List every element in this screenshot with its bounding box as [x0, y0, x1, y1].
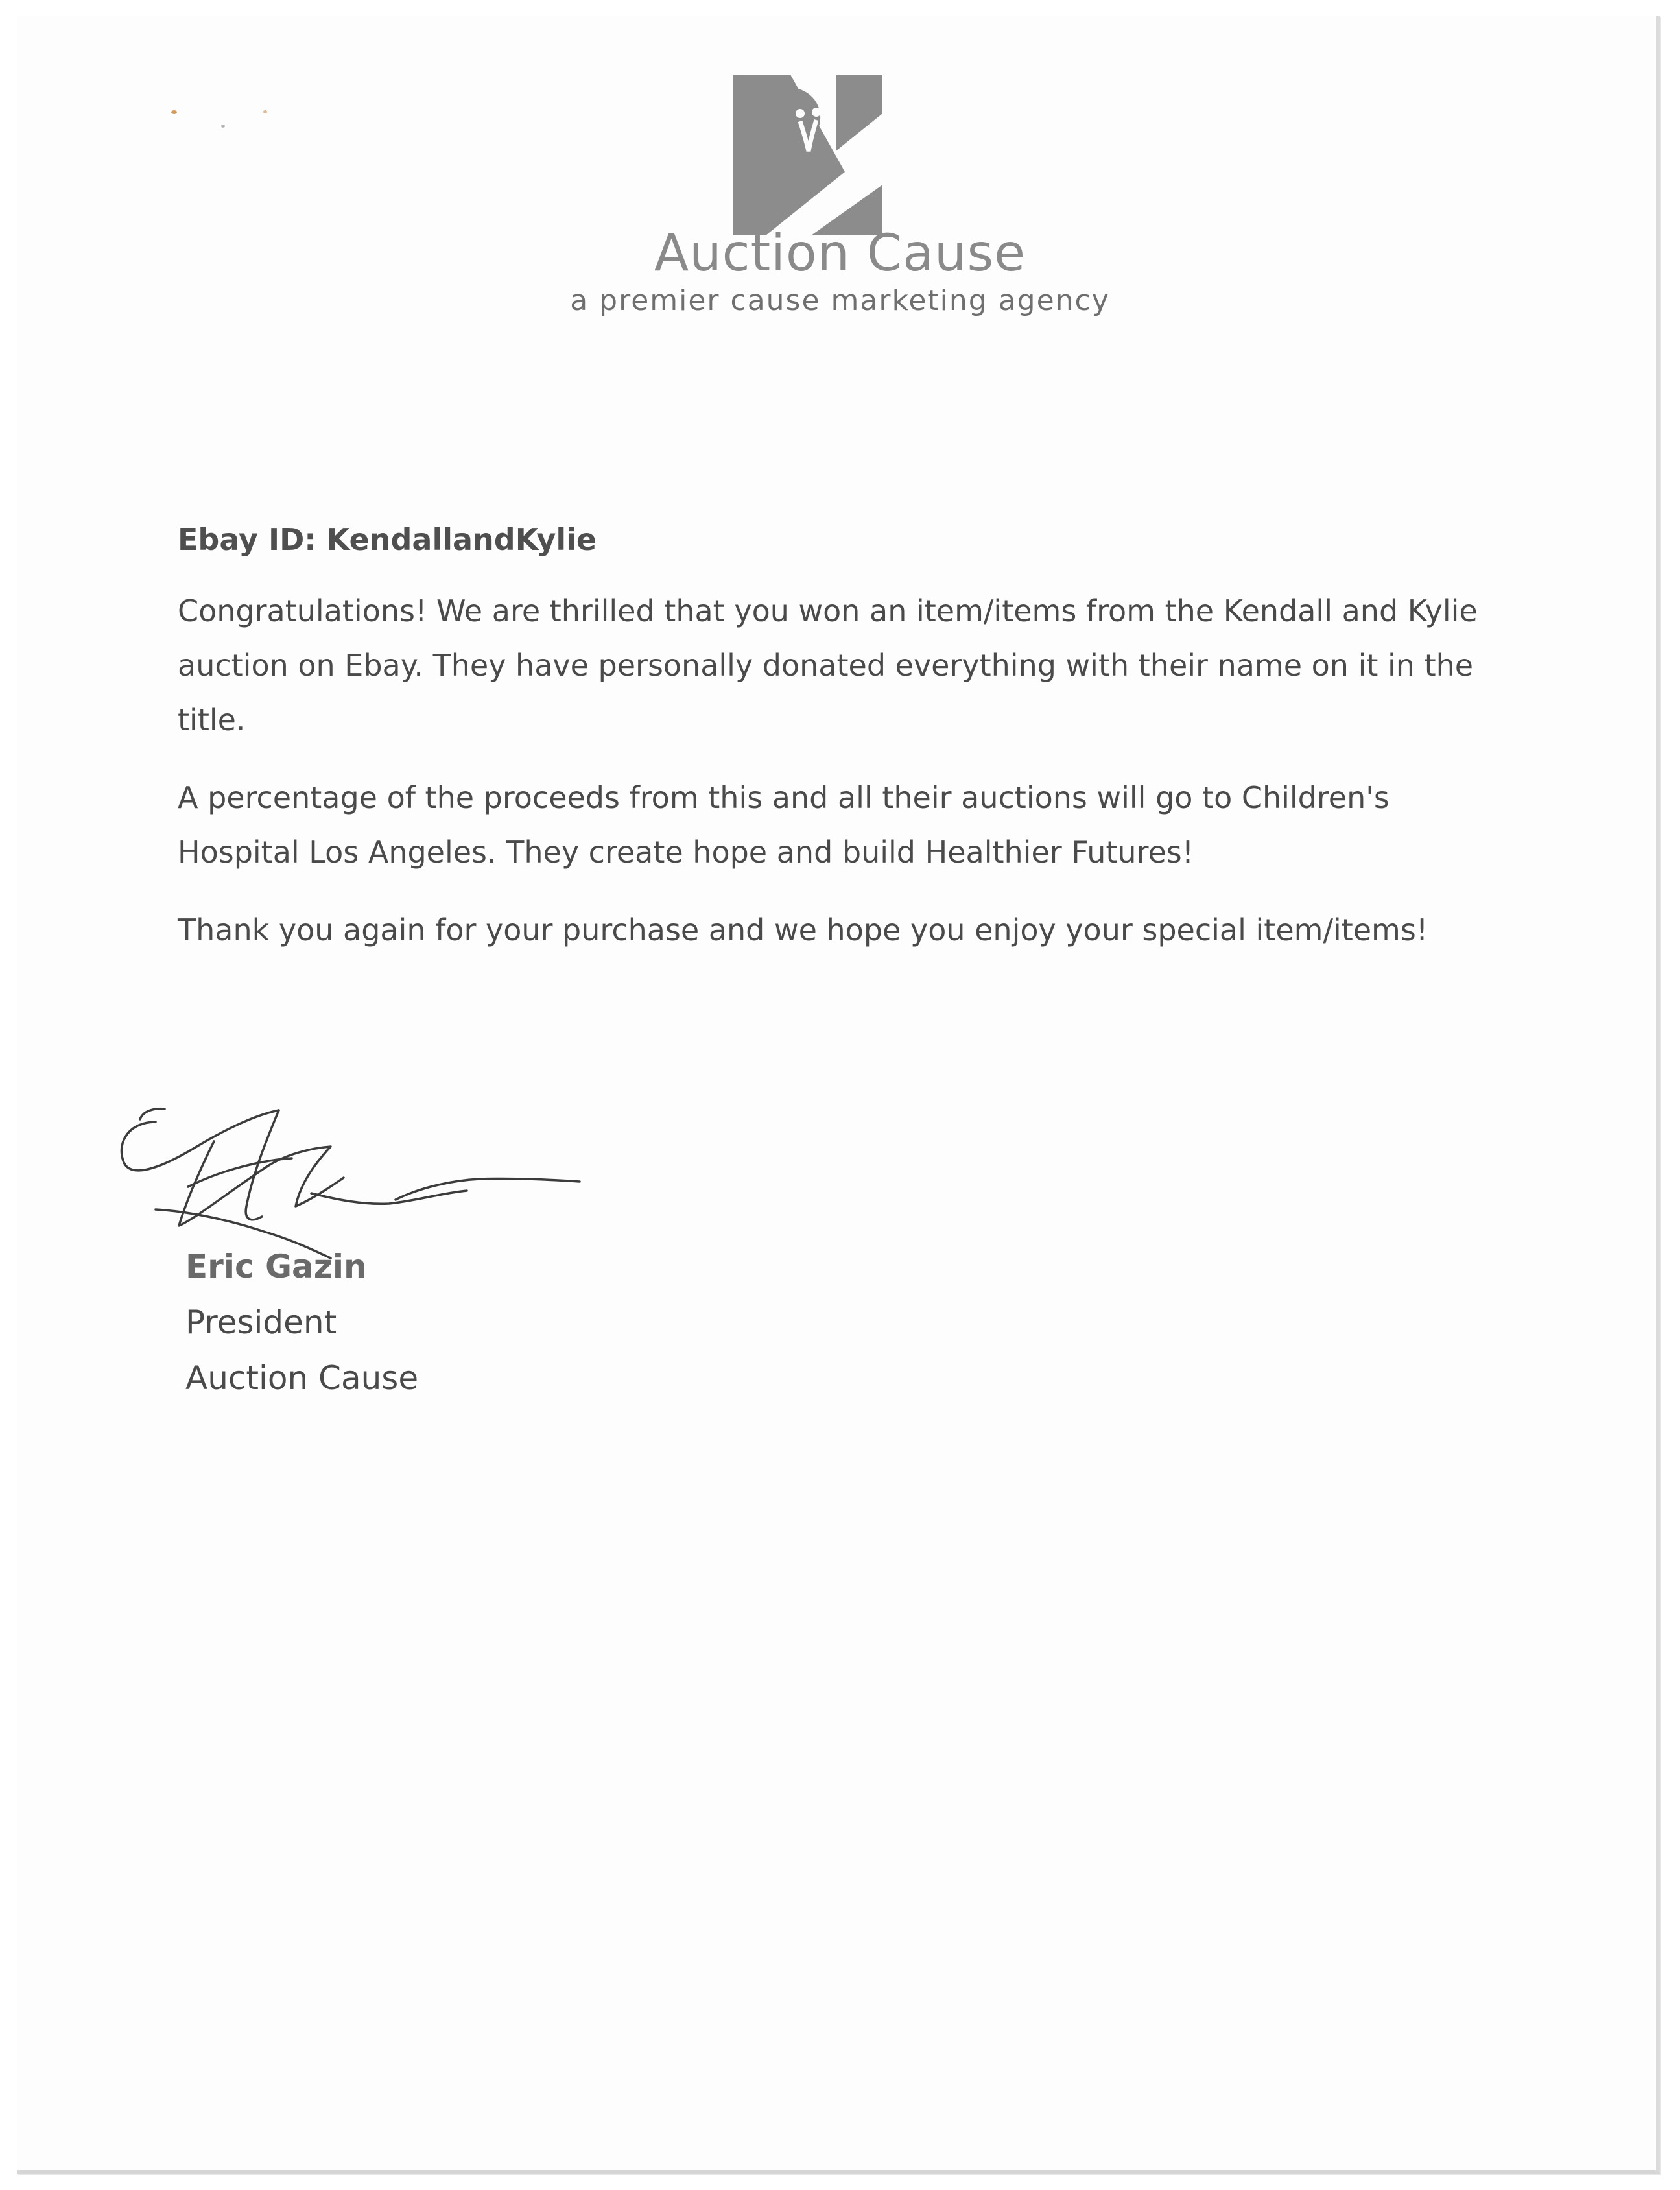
thank-you-paragraph: Thank you again for your purchase and we hope you enjoy your special item/items! [178, 912, 1428, 947]
signatory-company: Auction Cause [185, 1359, 419, 1397]
paper-speck [171, 110, 177, 114]
ebay-id-line: Ebay ID: KendallandKylie [178, 522, 597, 557]
paper-speck [263, 110, 267, 113]
auction-cause-logo-icon [733, 75, 882, 235]
signatory-name: Eric Gazin [185, 1248, 367, 1285]
signatory-title: President [185, 1303, 337, 1341]
letter-page [17, 16, 1660, 2174]
proceeds-paragraph: A percentage of the proceeds from this and all their auctions will go to Children's Hospital Los Angeles. They create hope and build Healthier Futures! [178, 780, 1390, 870]
paper-speck [221, 125, 225, 128]
signature-block [185, 1239, 418, 1406]
congratulations-paragraph: Congratulations! We are thrilled that you won an item/items from the Kendall and Kylie auction on Ebay. They have personally donated everything with their name on it in the title. [178, 593, 1478, 737]
company-name: Auction Cause [654, 224, 1026, 283]
company-tagline: a premier cause marketing agency [570, 284, 1110, 317]
